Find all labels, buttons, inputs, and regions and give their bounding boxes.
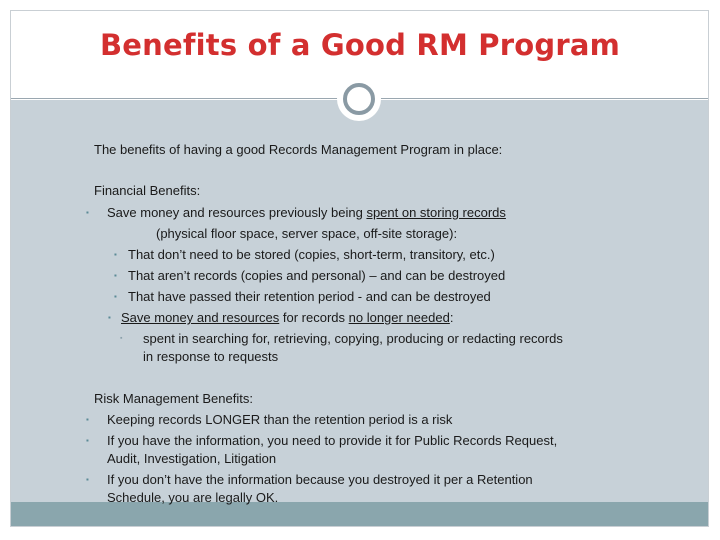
bullet-icon: ▪ xyxy=(114,271,117,280)
bullet-icon: ▪ xyxy=(86,415,89,424)
risk-item-1: Keeping records LONGER than the retention period is a risk xyxy=(107,412,453,427)
bullet-icon: ▪ xyxy=(86,475,89,484)
bullet-icon: ▪ xyxy=(86,208,89,217)
risk-item-2-continued: Audit, Investigation, Litigation xyxy=(107,451,277,466)
financial-heading: Financial Benefits: xyxy=(94,183,201,198)
financial-item-1-continued: (physical floor space, server space, off-site storage): xyxy=(156,226,458,241)
intro-text xyxy=(94,142,502,158)
financial-sub-item: That aren’t records (copies and personal) – and can be destroyed xyxy=(128,268,506,283)
financial-item-2 xyxy=(121,310,453,326)
financial-item-2-end: : xyxy=(449,310,454,325)
financial-sub-item: That don’t need to be stored (copies, short-term, transitory, etc.) xyxy=(128,247,495,262)
bullet-icon: ▪ xyxy=(114,292,117,301)
financial-item-2-detail: spent in searching for, retrieving, copying, producing or redacting records xyxy=(143,331,563,346)
financial-sub-item: That have passed their retention period - and can be destroyed xyxy=(128,289,491,304)
intro-label: The benefits of having a good Records Management Program in place: xyxy=(94,142,503,157)
bullet-icon: ▪ xyxy=(86,436,89,445)
bullet-icon: ▪ xyxy=(108,313,111,322)
bullet-icon: ▪ xyxy=(120,335,123,342)
financial-item-1 xyxy=(107,205,506,221)
financial-item-2-middle: for records xyxy=(279,310,349,325)
risk-item-2: If you have the information, you need to provide it for Public Records Request, xyxy=(107,433,558,448)
financial-item-1-text: Save money and resources previously being xyxy=(107,205,367,220)
financial-item-2-underlined-2: no longer needed xyxy=(348,310,450,325)
financial-item-2-underlined-1: Save money and resources xyxy=(121,310,280,325)
risk-heading: Risk Management Benefits: xyxy=(94,391,253,406)
risk-item-3-continued: Schedule, you are legally OK. xyxy=(107,490,279,505)
bullet-icon: ▪ xyxy=(114,250,117,259)
financial-item-2-detail-continued: in response to requests xyxy=(143,349,279,364)
financial-item-1-underlined: spent on storing records xyxy=(366,205,506,220)
slide-title: Benefits of a Good RM Program xyxy=(99,28,621,62)
risk-item-3: If you don’t have the information because you destroyed it per a Retention xyxy=(107,472,533,487)
